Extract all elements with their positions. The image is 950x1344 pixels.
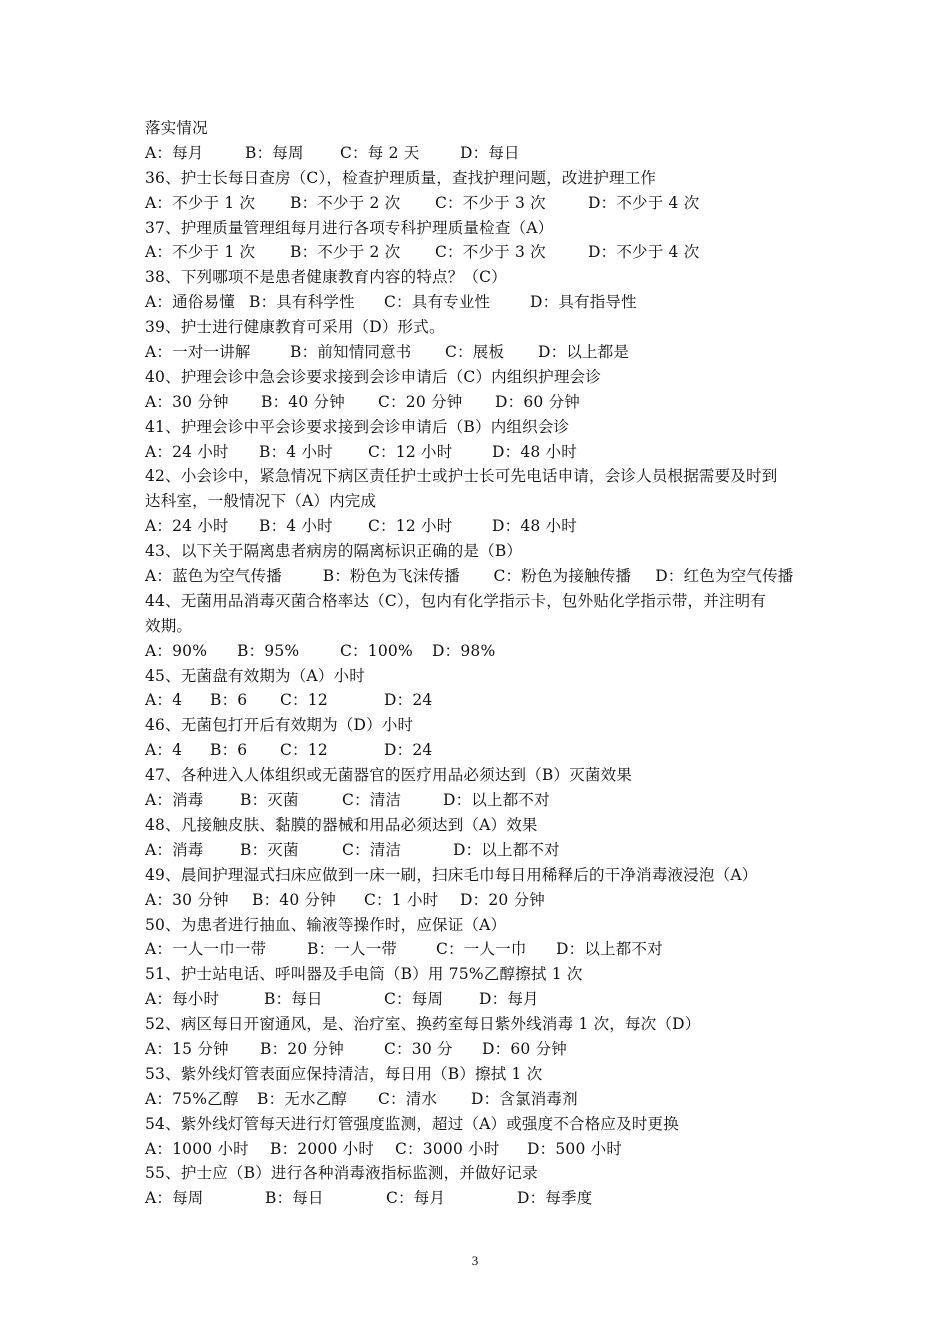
answer-option: D：每季度 [517,1189,593,1208]
question-text: 38、下列哪项不是患者健康教育内容的特点？（C） [145,268,507,287]
answer-option: A：30 分钟 [145,890,229,909]
question-list [145,116,815,1211]
question-text: 53、紫外线灯管表面应保持清洁，每日用（B）擦拭 1 次 [145,1064,543,1083]
answer-option: C：12 [280,741,328,760]
answer-option: B：6 [210,741,248,760]
answer-option: D：48 小时 [492,517,577,536]
answer-option: D：不少于 4 次 [588,243,700,262]
question-text: 47、各种进入人体组织或无菌器官的医疗用品必须达到（B）灭菌效果 [145,766,633,785]
answer-option: D：60 分钟 [482,1039,567,1058]
answer-option: D：24 [384,691,433,710]
answer-option: B：每日 [264,990,323,1009]
answer-option: C：不少于 3 次 [435,193,546,212]
answer-option: C：3000 小时 [395,1139,500,1158]
answer-options [145,1037,815,1062]
answer-option: A：消毒 [145,840,204,859]
answer-option: C：100% [340,641,413,660]
question-text: 44、无菌用品消毒灭菌合格率达（C），包内有化学指示卡，包外贴化学指示带，并注明有 [145,591,767,610]
answer-option: B：一人一带 [307,940,398,959]
answer-option: D：98% [432,641,496,660]
answer-option: A：不少于 1 次 [145,243,256,262]
question-text: 45、无菌盘有效期为（A）小时 [145,666,365,685]
question-text: 40、护理会诊中急会诊要求接到会诊申请后（C）内组织护理会诊 [145,367,602,386]
answer-option: C：30 分 [384,1039,453,1058]
answer-option: A：每小时 [145,990,220,1009]
answer-option: A：一人一巾一带 [145,940,267,959]
question-text: 41、护理会诊中平会诊要求接到会诊申请后（B）内组织会诊 [145,417,570,436]
question-text: 46、无菌包打开后有效期为（D）小时 [145,716,414,735]
answer-options [145,191,815,216]
answer-options [145,688,815,713]
answer-option: B：具有科学性 [249,293,355,312]
answer-option: A：24 小时 [145,442,229,461]
answer-option: B：不少于 2 次 [290,193,401,212]
answer-option: D：红色为空气传播 [655,567,794,586]
answer-option: C：1 小时 [364,890,439,909]
question-text: 36、护士长每日查房（C），检查护理质量，查找护理问题，改进护理工作 [145,168,657,187]
answer-options [145,788,815,813]
answer-option: A：75%乙醇 [145,1089,239,1108]
question-text: 50、为患者进行抽血、输液等操作时，应保证（A） [145,915,507,934]
answer-option: C：不少于 3 次 [435,243,546,262]
answer-option: A：不少于 1 次 [145,193,256,212]
answer-option: B：2000 小时 [270,1139,375,1158]
answer-option: C：12 小时 [368,442,453,461]
answer-option: D：60 分钟 [495,392,580,411]
answer-option: A：90% [145,641,208,660]
answer-options [145,1186,815,1211]
answer-options [145,987,815,1012]
answer-option: B：前知情同意书 [290,343,412,362]
answer-option: A：蓝色为空气传播 [145,567,282,586]
question-text: 39、护士进行健康教育可采用（D）形式。 [145,318,445,337]
answer-option: C：粉色为接触传播 [493,567,632,586]
answer-option: A：15 分钟 [145,1039,229,1058]
answer-option: A：每月 [145,143,204,162]
answer-option: D：24 [384,741,433,760]
question-text: 37、护理质量管理组每月进行各项专科护理质量检查（A） [145,218,554,237]
answer-option: B：每日 [265,1189,324,1208]
answer-option: D：以上都不对 [453,840,560,859]
answer-option: C：清洁 [342,840,402,859]
answer-option: B：40 分钟 [261,392,345,411]
question-text: 55、护士应（B）进行各种消毒液指标监测，并做好记录 [145,1164,538,1183]
answer-options [145,514,815,539]
answer-option: B：灭菌 [240,840,299,859]
answer-option: C：每月 [386,1189,446,1208]
answer-options [145,1137,815,1162]
answer-option: A：4 [145,691,183,710]
answer-option: D：以上都是 [538,343,630,362]
answer-option: B：灭菌 [240,791,299,810]
question-text: 48、凡接触皮肤、黏膜的器械和用品必须达到（A）效果 [145,815,538,834]
answer-option: C：清水 [378,1089,438,1108]
question-text: 49、晨间护理湿式扫床应做到一床一刷，扫床毛巾每日用稀释后的干净消毒液浸泡（A） [145,865,758,884]
answer-options [145,141,815,166]
answer-option: D：含氯消毒剂 [471,1089,578,1108]
question-text: 54、紫外线灯管每天进行灯管强度监测，超过（A）或强度不合格应及时更换 [145,1114,679,1133]
answer-option: A：每周 [145,1189,204,1208]
answer-option: B：20 分钟 [260,1039,344,1058]
question-text: 52、病区每日开窗通风，是、治疗室、换药室每日紫外线消毒 1 次，每次（D） [145,1015,701,1034]
answer-option: C：12 小时 [368,517,453,536]
answer-option: C：清洁 [342,791,402,810]
answer-option: B：6 [210,691,248,710]
answer-option: D：20 分钟 [460,890,545,909]
answer-option: D：每日 [460,143,520,162]
answer-options [145,564,815,589]
answer-option: C：展板 [445,343,505,362]
answer-option: B：95% [237,641,300,660]
answer-options [145,340,815,365]
answer-options [145,290,815,315]
question-text: 42、小会诊中，紧急情况下病区责任护士或护士长可先电话申请，会诊人员根据需要及时到 [145,467,778,486]
question-text: 落实情况 [145,119,208,137]
answer-option: D：48 小时 [492,442,577,461]
answer-option: D：每月 [479,990,539,1009]
answer-option: D：500 小时 [527,1139,623,1158]
answer-option: B：4 小时 [259,517,333,536]
answer-options [145,639,815,664]
answer-option: D：以上都不对 [443,791,550,810]
answer-option: C：一人一巾 [436,940,527,959]
answer-option: A：24 小时 [145,517,229,536]
question-text: 达科室，一般情况下（A）内完成 [145,492,377,511]
answer-option: A：通俗易懂 [145,293,235,312]
answer-option: B：4 小时 [259,442,333,461]
answer-option: C：每周 [384,990,444,1009]
answer-option: D：具有指导性 [530,293,637,312]
question-text: 51、护士站电话、呼叫器及手电筒（B）用 75%乙醇擦拭 1 次 [145,965,583,984]
answer-option: A：1000 小时 [145,1139,249,1158]
answer-option: C：20 分钟 [378,392,463,411]
answer-options [145,1087,815,1112]
answer-options [145,937,815,962]
page-number: 3 [471,1253,479,1268]
answer-option: B：不少于 2 次 [290,243,401,262]
answer-options [145,240,815,265]
answer-option: D：以上都不对 [556,940,663,959]
answer-options [145,440,815,465]
question-text: 效期。 [145,616,193,635]
question-text: 43、以下关于隔离患者病房的隔离标识正确的是（B） [145,542,523,561]
answer-option: A：一对一讲解 [145,343,251,362]
answer-option: A：消毒 [145,791,204,810]
answer-options [145,888,815,913]
answer-options [145,838,815,863]
answer-option: C：12 [280,691,328,710]
answer-option: D：不少于 4 次 [588,193,700,212]
answer-option: A：30 分钟 [145,392,229,411]
answer-option: B：粉色为飞沫传播 [322,567,460,586]
answer-options [145,738,815,763]
answer-option: A：4 [145,741,183,760]
answer-option: C：每 2 天 [340,143,420,162]
answer-option: B：无水乙醇 [257,1089,348,1108]
answer-options [145,390,815,415]
answer-option: C：具有专业性 [384,293,491,312]
answer-option: B：每周 [245,143,304,162]
answer-option: B：40 分钟 [252,890,336,909]
